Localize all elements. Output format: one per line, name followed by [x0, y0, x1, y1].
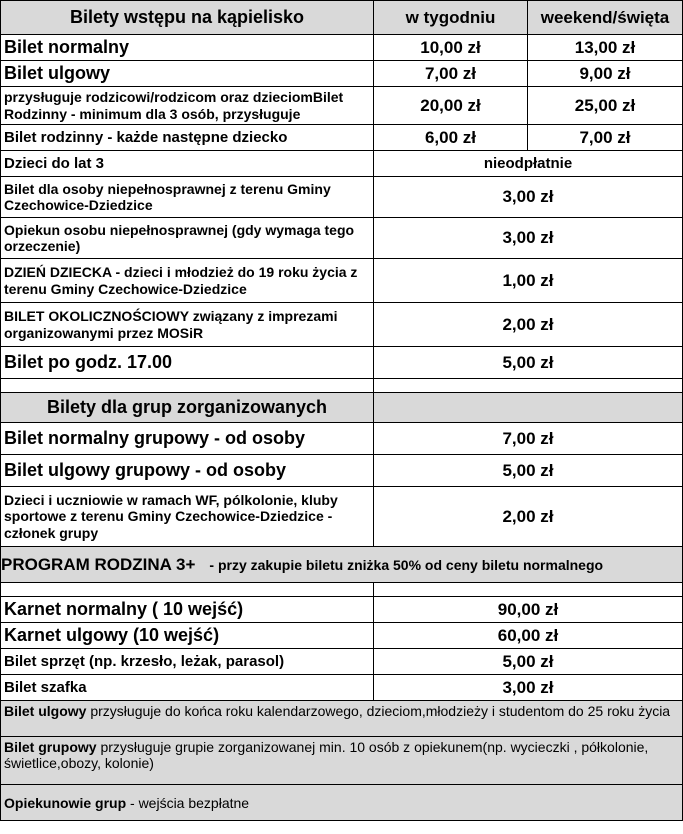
- row-label: Bilet rodzinny - każde następne dziecko: [1, 125, 374, 151]
- table-row: [1, 259, 683, 303]
- row-label: Bilet dla osoby niepełnosprawnej z terenu Gminy Czechowice-Dziedzice: [1, 177, 374, 218]
- row-week-price: 7,00 zł: [374, 61, 528, 87]
- program-row: [1, 547, 683, 583]
- row-price: 5,00 zł: [374, 455, 683, 487]
- row-week-price: 10,00 zł: [374, 35, 528, 61]
- table-row: [1, 87, 683, 125]
- note-text: przysługuje grupie zorganizowanej min. 10 osób z opiekunem(np. wycieczki , półkolonie, świetlice,obozy, kolonie): [4, 739, 649, 772]
- row-label: Bilet po godz. 17.00: [1, 347, 374, 379]
- header-weekend: weekend/święta: [528, 1, 683, 35]
- note-row: [1, 785, 683, 821]
- row-label: Bilet szafka: [1, 675, 374, 701]
- row-label: BILET OKOLICZNOŚCIOWY związany z imprezami organizowanymi przez MOSiR: [1, 303, 374, 347]
- row-price: 5,00 zł: [374, 347, 683, 379]
- spacer-row: [1, 583, 683, 597]
- row-weekend-price: 13,00 zł: [528, 35, 683, 61]
- row-weekend-price: 7,00 zł: [528, 125, 683, 151]
- row-price: 3,00 zł: [374, 675, 683, 701]
- row-week-price: 6,00 zł: [374, 125, 528, 151]
- row-label: Dzieci i uczniowie w ramach WF, pólkolonie, kluby sportowe z terenu Gminy Czechowice-Dziedzice - członek grupy: [1, 487, 374, 547]
- row-label: Bilet ulgowy: [1, 61, 374, 87]
- row-label: Opiekun osobu niepełnosprawnej (gdy wymaga tego orzeczenie): [1, 218, 374, 259]
- row-price: 1,00 zł: [374, 259, 683, 303]
- row-label: Bilet normalny grupowy - od osoby: [1, 423, 374, 455]
- group-section-title: Bilety dla grup zorganizowanych: [1, 393, 374, 423]
- row-price: 3,00 zł: [374, 218, 683, 259]
- program-description: - przy zakupie biletu zniżka 50% od ceny biletu normalnego: [209, 556, 604, 573]
- row-price: 3,00 zł: [374, 177, 683, 218]
- program-title: PROGRAM RODZINA 3+: [1, 554, 196, 574]
- note-row: [1, 701, 683, 737]
- table-header: [1, 1, 683, 35]
- table-row: [1, 487, 683, 547]
- row-price: 2,00 zł: [374, 487, 683, 547]
- row-weekend-price: 25,00 zł: [528, 87, 683, 125]
- row-label: Karnet ulgowy (10 wejść): [1, 623, 374, 649]
- table-row: [1, 675, 683, 701]
- header-week: w tygodniu: [374, 1, 528, 35]
- table-row: [1, 649, 683, 675]
- row-label: Bilet sprzęt (np. krzesło, leżak, parasol): [1, 649, 374, 675]
- table-row: [1, 125, 683, 151]
- note-text: przysługuje do końca roku kalendarzowego, dzieciom,młodzieży i studentom do 25 roku życia: [86, 703, 671, 719]
- table-row: [1, 35, 683, 61]
- note-bold: Bilet ulgowy: [4, 703, 87, 719]
- row-price: 60,00 zł: [374, 623, 683, 649]
- table-row: [1, 61, 683, 87]
- table-row: [1, 597, 683, 623]
- table-row: [1, 347, 683, 379]
- row-label: Dzieci do lat 3: [1, 151, 374, 177]
- note-bold: Opiekunowie grup: [4, 795, 127, 812]
- table-row: [1, 218, 683, 259]
- header-title: Bilety wstępu na kąpielisko: [1, 1, 374, 35]
- table-row: [1, 623, 683, 649]
- row-week-price: 20,00 zł: [374, 87, 528, 125]
- spacer-row: [1, 379, 683, 393]
- row-label: Bilet ulgowy grupowy - od osoby: [1, 455, 374, 487]
- row-price: nieodpłatnie: [374, 151, 683, 177]
- table-row: [1, 455, 683, 487]
- table-row: [1, 177, 683, 218]
- table-row: [1, 151, 683, 177]
- table-row: [1, 423, 683, 455]
- group-section-header: [1, 393, 683, 423]
- table-row: [1, 303, 683, 347]
- row-label: Bilet normalny: [1, 35, 374, 61]
- row-price: 90,00 zł: [374, 597, 683, 623]
- row-label: Karnet normalny ( 10 wejść): [1, 597, 374, 623]
- note-row: [1, 737, 683, 785]
- row-price: 5,00 zł: [374, 649, 683, 675]
- row-price: 7,00 zł: [374, 423, 683, 455]
- note-text: - wejścia bezpłatne: [126, 795, 250, 812]
- row-price: 2,00 zł: [374, 303, 683, 347]
- note-bold: Bilet grupowy: [4, 739, 97, 755]
- row-weekend-price: 9,00 zł: [528, 61, 683, 87]
- row-label: DZIEŃ DZIECKA - dzieci i młodzież do 19 roku życia z terenu Gminy Czechowice-Dziedzice: [1, 259, 374, 303]
- row-label: przysługuje rodzicowi/rodzicom oraz dzieciomBilet Rodzinny - minimum dla 3 osób, przysługuje: [1, 87, 374, 125]
